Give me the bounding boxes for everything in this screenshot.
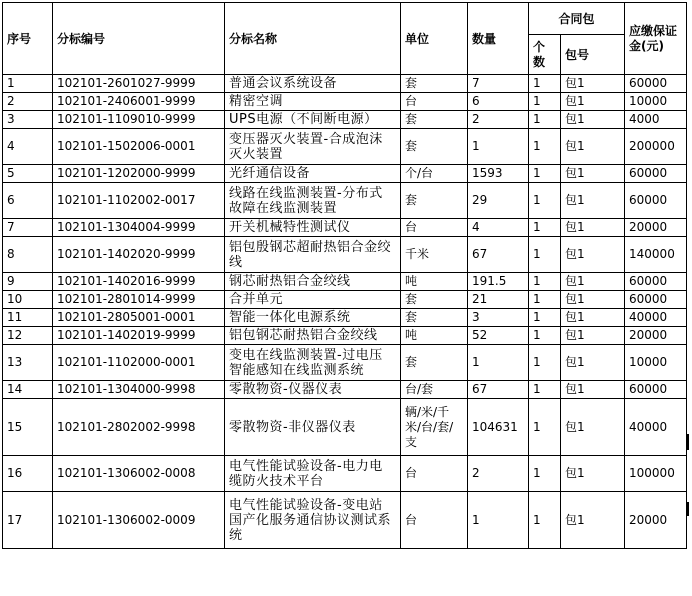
cell-pkg: 包1 bbox=[561, 399, 625, 456]
cell-qty: 29 bbox=[468, 183, 529, 219]
cell-qty: 3 bbox=[468, 309, 529, 327]
cell-unit: 千米 bbox=[401, 237, 468, 273]
cell-deposit: 40000 bbox=[625, 309, 687, 327]
cell-name: 零散物资-非仪器仪表 bbox=[225, 399, 401, 456]
cell-seq: 7 bbox=[3, 219, 53, 237]
cell-count: 1 bbox=[529, 345, 561, 381]
cell-qty: 2 bbox=[468, 111, 529, 129]
cell-count: 1 bbox=[529, 75, 561, 93]
cell-count: 1 bbox=[529, 273, 561, 291]
cell-name: UPS电源（不间断电源） bbox=[225, 111, 401, 129]
cell-name: 线路在线监测装置-分布式故障在线监测装置 bbox=[225, 183, 401, 219]
cell-code: 102101-1306002-0008 bbox=[53, 456, 225, 492]
cell-code: 102101-1109010-9999 bbox=[53, 111, 225, 129]
cell-deposit: 20000 bbox=[625, 327, 687, 345]
cell-count: 1 bbox=[529, 381, 561, 399]
cell-name: 光纤通信设备 bbox=[225, 165, 401, 183]
cell-unit: 台 bbox=[401, 456, 468, 492]
table-row bbox=[3, 75, 687, 93]
cell-seq: 4 bbox=[3, 129, 53, 165]
cell-pkg: 包1 bbox=[561, 492, 625, 549]
cell-name: 普通会议系统设备 bbox=[225, 75, 401, 93]
cell-qty: 4 bbox=[468, 219, 529, 237]
table-row bbox=[3, 273, 687, 291]
cell-deposit: 140000 bbox=[625, 237, 687, 273]
cell-unit: 吨 bbox=[401, 273, 468, 291]
col-header-name: 分标名称 bbox=[225, 3, 401, 75]
cell-unit: 套 bbox=[401, 309, 468, 327]
table-row bbox=[3, 345, 687, 381]
cell-pkg: 包1 bbox=[561, 219, 625, 237]
table-row bbox=[3, 327, 687, 345]
cell-unit: 套 bbox=[401, 111, 468, 129]
cell-qty: 1593 bbox=[468, 165, 529, 183]
cell-pkg: 包1 bbox=[561, 456, 625, 492]
cell-qty: 1 bbox=[468, 345, 529, 381]
cell-unit: 套 bbox=[401, 129, 468, 165]
cell-code: 102101-1102000-0001 bbox=[53, 345, 225, 381]
cell-seq: 10 bbox=[3, 291, 53, 309]
cell-count: 1 bbox=[529, 129, 561, 165]
cell-qty: 1 bbox=[468, 129, 529, 165]
cell-name: 变电在线监测装置-过电压智能感知在线监测系统 bbox=[225, 345, 401, 381]
cell-pkg: 包1 bbox=[561, 273, 625, 291]
cell-seq: 3 bbox=[3, 111, 53, 129]
cell-qty: 2 bbox=[468, 456, 529, 492]
cell-unit: 套 bbox=[401, 183, 468, 219]
table-row bbox=[3, 183, 687, 219]
cell-qty: 67 bbox=[468, 237, 529, 273]
cell-code: 102101-1306002-0009 bbox=[53, 492, 225, 549]
cell-deposit: 40000 bbox=[625, 399, 687, 456]
cell-seq: 5 bbox=[3, 165, 53, 183]
cell-seq: 9 bbox=[3, 273, 53, 291]
cell-count: 1 bbox=[529, 492, 561, 549]
cell-deposit: 60000 bbox=[625, 273, 687, 291]
col-header-count: 个数 bbox=[529, 35, 561, 75]
cell-seq: 2 bbox=[3, 93, 53, 111]
cell-name: 铝包殷钢芯超耐热铝合金绞线 bbox=[225, 237, 401, 273]
cell-count: 1 bbox=[529, 111, 561, 129]
cell-name: 钢芯耐热铝合金绞线 bbox=[225, 273, 401, 291]
cell-deposit: 60000 bbox=[625, 165, 687, 183]
cell-code: 102101-1402019-9999 bbox=[53, 327, 225, 345]
bid-table bbox=[2, 2, 687, 549]
cell-deposit: 20000 bbox=[625, 492, 687, 549]
cell-pkg: 包1 bbox=[561, 309, 625, 327]
cell-code: 102101-2805001-0001 bbox=[53, 309, 225, 327]
cell-unit: 个/台 bbox=[401, 165, 468, 183]
table-row bbox=[3, 492, 687, 549]
cell-pkg: 包1 bbox=[561, 75, 625, 93]
cell-count: 1 bbox=[529, 456, 561, 492]
cell-seq: 8 bbox=[3, 237, 53, 273]
cell-pkg: 包1 bbox=[561, 237, 625, 273]
cell-count: 1 bbox=[529, 291, 561, 309]
cell-deposit: 10000 bbox=[625, 345, 687, 381]
col-header-contract-pkg: 合同包 bbox=[529, 3, 625, 35]
cell-code: 102101-1402016-9999 bbox=[53, 273, 225, 291]
cell-name: 合并单元 bbox=[225, 291, 401, 309]
cell-qty: 191.5 bbox=[468, 273, 529, 291]
cell-unit: 套 bbox=[401, 345, 468, 381]
cell-code: 102101-2802002-9998 bbox=[53, 399, 225, 456]
cell-unit: 台 bbox=[401, 219, 468, 237]
col-header-pkg-no: 包号 bbox=[561, 35, 625, 75]
cell-name: 铝包钢芯耐热铝合金绞线 bbox=[225, 327, 401, 345]
cell-pkg: 包1 bbox=[561, 129, 625, 165]
cell-pkg: 包1 bbox=[561, 165, 625, 183]
cell-name: 开关机械特性测试仪 bbox=[225, 219, 401, 237]
cell-deposit: 60000 bbox=[625, 183, 687, 219]
cell-unit: 台 bbox=[401, 492, 468, 549]
cell-code: 102101-2406001-9999 bbox=[53, 93, 225, 111]
cell-qty: 67 bbox=[468, 381, 529, 399]
cell-count: 1 bbox=[529, 327, 561, 345]
edge-mark bbox=[687, 434, 689, 450]
col-header-qty: 数量 bbox=[468, 3, 529, 75]
col-header-code: 分标编号 bbox=[53, 3, 225, 75]
cell-deposit: 10000 bbox=[625, 93, 687, 111]
edge-mark bbox=[687, 502, 689, 516]
cell-qty: 6 bbox=[468, 93, 529, 111]
cell-pkg: 包1 bbox=[561, 111, 625, 129]
cell-pkg: 包1 bbox=[561, 183, 625, 219]
cell-seq: 16 bbox=[3, 456, 53, 492]
cell-code: 102101-2601027-9999 bbox=[53, 75, 225, 93]
table-row bbox=[3, 309, 687, 327]
cell-qty: 104631 bbox=[468, 399, 529, 456]
cell-seq: 11 bbox=[3, 309, 53, 327]
cell-seq: 1 bbox=[3, 75, 53, 93]
col-header-seq: 序号 bbox=[3, 3, 53, 75]
cell-count: 1 bbox=[529, 309, 561, 327]
col-header-unit: 单位 bbox=[401, 3, 468, 75]
cell-unit: 台 bbox=[401, 93, 468, 111]
table-row bbox=[3, 237, 687, 273]
cell-seq: 6 bbox=[3, 183, 53, 219]
cell-seq: 13 bbox=[3, 345, 53, 381]
table-row bbox=[3, 456, 687, 492]
cell-unit: 套 bbox=[401, 291, 468, 309]
cell-count: 1 bbox=[529, 183, 561, 219]
table-row bbox=[3, 399, 687, 456]
cell-qty: 21 bbox=[468, 291, 529, 309]
cell-deposit: 60000 bbox=[625, 75, 687, 93]
cell-count: 1 bbox=[529, 237, 561, 273]
cell-seq: 14 bbox=[3, 381, 53, 399]
cell-name: 电气性能试验设备-变电站国产化服务通信协议测试系统 bbox=[225, 492, 401, 549]
cell-name: 变压器灭火装置-合成泡沫灭火装置 bbox=[225, 129, 401, 165]
cell-deposit: 200000 bbox=[625, 129, 687, 165]
cell-deposit: 60000 bbox=[625, 381, 687, 399]
cell-qty: 1 bbox=[468, 492, 529, 549]
table-row bbox=[3, 381, 687, 399]
cell-code: 102101-1502006-0001 bbox=[53, 129, 225, 165]
cell-unit: 套 bbox=[401, 75, 468, 93]
table-row bbox=[3, 219, 687, 237]
cell-code: 102101-1202000-9999 bbox=[53, 165, 225, 183]
table-row bbox=[3, 93, 687, 111]
cell-code: 102101-1402020-9999 bbox=[53, 237, 225, 273]
cell-qty: 52 bbox=[468, 327, 529, 345]
cell-seq: 15 bbox=[3, 399, 53, 456]
cell-pkg: 包1 bbox=[561, 327, 625, 345]
table-row bbox=[3, 165, 687, 183]
col-header-deposit: 应缴保证金(元) bbox=[625, 3, 687, 75]
cell-name: 智能一体化电源系统 bbox=[225, 309, 401, 327]
table-body bbox=[3, 75, 687, 549]
cell-unit: 辆/米/千米/台/套/支 bbox=[401, 399, 468, 456]
cell-count: 1 bbox=[529, 219, 561, 237]
cell-pkg: 包1 bbox=[561, 93, 625, 111]
cell-seq: 17 bbox=[3, 492, 53, 549]
cell-count: 1 bbox=[529, 165, 561, 183]
cell-count: 1 bbox=[529, 399, 561, 456]
cell-deposit: 20000 bbox=[625, 219, 687, 237]
cell-name: 电气性能试验设备-电力电缆防火技术平台 bbox=[225, 456, 401, 492]
cell-code: 102101-1304004-9999 bbox=[53, 219, 225, 237]
cell-qty: 7 bbox=[468, 75, 529, 93]
cell-unit: 吨 bbox=[401, 327, 468, 345]
table-row bbox=[3, 129, 687, 165]
cell-name: 精密空调 bbox=[225, 93, 401, 111]
cell-deposit: 100000 bbox=[625, 456, 687, 492]
cell-pkg: 包1 bbox=[561, 291, 625, 309]
cell-deposit: 60000 bbox=[625, 291, 687, 309]
cell-seq: 12 bbox=[3, 327, 53, 345]
cell-code: 102101-1102002-0017 bbox=[53, 183, 225, 219]
cell-pkg: 包1 bbox=[561, 381, 625, 399]
cell-count: 1 bbox=[529, 93, 561, 111]
cell-code: 102101-1304000-9998 bbox=[53, 381, 225, 399]
cell-pkg: 包1 bbox=[561, 345, 625, 381]
cell-name: 零散物资-仪器仪表 bbox=[225, 381, 401, 399]
table-row bbox=[3, 291, 687, 309]
table-row bbox=[3, 111, 687, 129]
cell-deposit: 4000 bbox=[625, 111, 687, 129]
cell-code: 102101-2801014-9999 bbox=[53, 291, 225, 309]
cell-unit: 台/套 bbox=[401, 381, 468, 399]
